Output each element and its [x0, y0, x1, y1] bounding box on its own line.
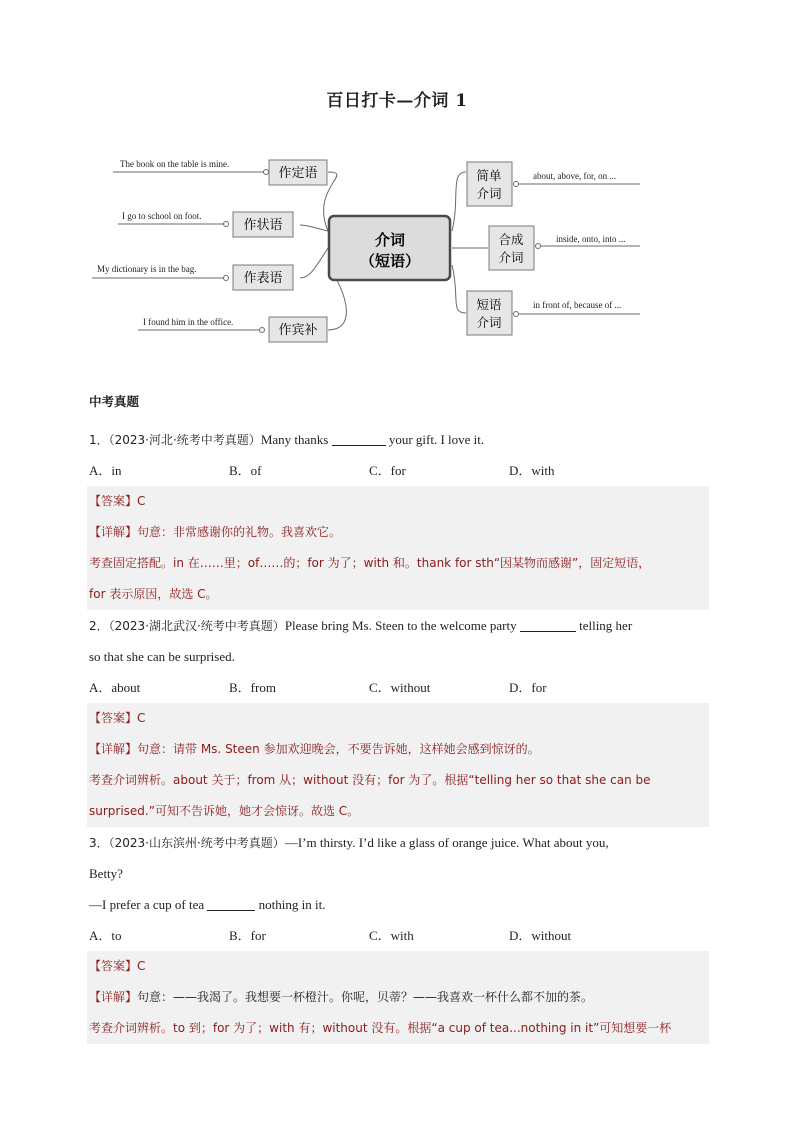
- detail-label: 【详解】: [89, 990, 138, 1004]
- option-c[interactable]: C．for: [369, 463, 406, 478]
- question-source: 1．（2023·河北·统考中考真题）: [89, 433, 261, 447]
- mindmap-example: I found him in the office.: [143, 317, 234, 327]
- question-2: [89, 610, 705, 827]
- stem-text: telling her: [575, 618, 633, 633]
- mindmap-example: inside, onto, into ...: [556, 234, 626, 244]
- answer-block: [87, 703, 709, 827]
- question-source: 3．（2023·山东滨州·统考中考真题）: [89, 836, 285, 850]
- option-b[interactable]: B．from: [229, 680, 276, 695]
- stem-continuation: Betty?: [89, 866, 123, 881]
- question-stem: [89, 424, 705, 455]
- option-a[interactable]: A．in: [89, 463, 122, 478]
- page-title: 百日打卡—介词 1: [326, 91, 468, 111]
- answer-detail: [89, 517, 709, 548]
- stem-text: Please bring Ms. Steen to the welcome party: [284, 618, 520, 633]
- stem-text: your gift. I love it.: [385, 432, 485, 447]
- stem-continuation: so that she can be surprised.: [89, 649, 235, 664]
- mindmap-node-simple-preposition: [467, 162, 512, 206]
- stem-text: Many thanks: [260, 432, 332, 447]
- mindmap-node-label: 介词: [498, 250, 524, 265]
- option-d[interactable]: D．for: [509, 680, 547, 695]
- mindmap-node-label: 作宾补: [278, 323, 318, 338]
- mindmap-example: My dictionary is in the bag.: [97, 264, 197, 274]
- mindmap-node-predicative: [233, 265, 293, 290]
- option-b[interactable]: B．for: [229, 928, 266, 943]
- option-d[interactable]: D．without: [509, 928, 572, 943]
- mindmap-node-label: 作表语: [243, 271, 283, 286]
- answer-blank: [207, 896, 255, 911]
- answer-key: 【答案】C: [89, 711, 146, 725]
- detail-label: 【详解】: [89, 742, 138, 756]
- mindmap-node-label: 简单: [476, 168, 502, 183]
- option-b[interactable]: B．of: [229, 463, 262, 478]
- question-source: 2．（2023·湖北武汉·统考中考真题）: [89, 619, 285, 633]
- mindmap-node-attributive: [269, 160, 327, 185]
- answer-block: [87, 951, 709, 1044]
- answer-blank: [332, 431, 386, 446]
- mindmap-node-label: 介词: [476, 315, 502, 330]
- question-stem: [89, 610, 705, 641]
- section-label: 中考真题: [89, 394, 140, 409]
- stem-text: —I prefer a cup of tea: [89, 897, 208, 912]
- stem-continuation: [89, 889, 705, 920]
- answer-analysis: 考查介词辨析。to 到；for 为了；with 有；without 没有。根据“a cup of tea...nothing in it”可知想要一杯: [89, 1021, 672, 1035]
- answer-key: 【答案】C: [89, 959, 146, 973]
- mindmap-example: The book on the table is mine.: [120, 159, 230, 169]
- option-a[interactable]: A．to: [89, 928, 122, 943]
- option-list: [89, 455, 705, 486]
- mindmap-node-label: 合成: [498, 232, 524, 247]
- mindmap-center-label: 介词: [374, 231, 406, 249]
- mindmap-center-sublabel: （短语）: [359, 252, 421, 270]
- question-list: [89, 392, 705, 1044]
- mindmap-node-label: 作状语: [243, 218, 283, 233]
- answer-analysis: for 表示原因，故选 C。: [89, 587, 218, 601]
- detail-meaning: 句意：非常感谢你的礼物。我喜欢它。: [137, 525, 342, 539]
- question-stem: [89, 827, 705, 858]
- mindmap-center-node: [329, 216, 450, 280]
- option-d[interactable]: D．with: [509, 463, 555, 478]
- mindmap-example: about, above, for, on ...: [533, 171, 617, 181]
- mindmap-node-phrasal-preposition: [467, 291, 512, 335]
- mindmap-node-object-complement: [269, 317, 327, 342]
- stem-text: —I’m thirsty. I’d like a glass of orange juice. What about you,: [284, 835, 609, 850]
- answer-key: 【答案】C: [89, 494, 146, 508]
- mind-map: [80, 148, 660, 358]
- question-1: [89, 424, 705, 610]
- option-c[interactable]: C．without: [369, 680, 431, 695]
- answer-analysis: 考查介词辨析。about 关于；from 从；without 没有；for 为了。根据“telling her so that she can be: [89, 773, 651, 787]
- answer-blank: [520, 617, 576, 632]
- question-3: [89, 827, 705, 1044]
- stem-text: nothing in it.: [255, 897, 326, 912]
- detail-label: 【详解】: [89, 525, 138, 539]
- detail-meaning: 句意：——我渴了。我想要一杯橙汁。你呢，贝蒂？——我喜欢一杯什么都不加的茶。: [137, 990, 594, 1004]
- detail-meaning: 句意：请带 Ms. Steen 参加欢迎晚会，不要告诉她，这样她会感到惊讶的。: [137, 742, 540, 756]
- mindmap-node-label: 作定语: [278, 166, 318, 181]
- mindmap-example: in front of, because of ...: [533, 300, 622, 310]
- option-list: [89, 920, 705, 951]
- answer-analysis: 考查固定搭配。in 在……里；of……的；for 为了；with 和。thank for sth“因某物而感谢”，固定短语，: [89, 556, 651, 570]
- mindmap-node-compound-preposition: [489, 226, 534, 270]
- mindmap-node-adverbial: [233, 212, 293, 237]
- mindmap-node-label: 介词: [476, 186, 502, 201]
- option-a[interactable]: A．about: [89, 680, 141, 695]
- option-list: [89, 672, 705, 703]
- answer-analysis: surprised.”可知不告诉她，她才会惊讶。故选 C。: [89, 804, 360, 818]
- option-c[interactable]: C．with: [369, 928, 414, 943]
- mindmap-example: I go to school on foot.: [122, 211, 202, 221]
- answer-detail: [89, 734, 709, 765]
- mindmap-node-label: 短语: [476, 297, 502, 312]
- answer-detail: [89, 982, 709, 1013]
- answer-block: [87, 486, 709, 610]
